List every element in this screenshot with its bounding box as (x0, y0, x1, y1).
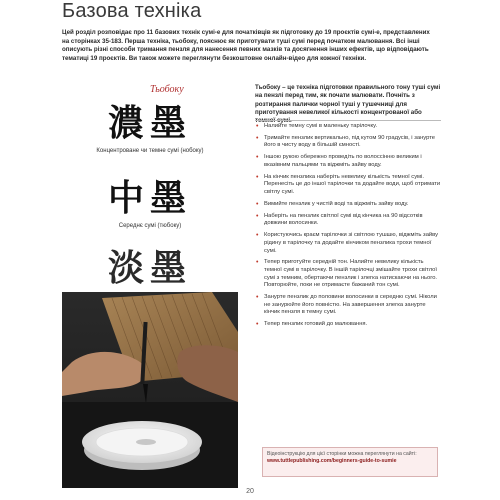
bullet-icon: • (256, 154, 259, 162)
page-number: 20 (246, 488, 254, 495)
list-item: • Тримайте пензлик вертикально, під кутом 90 градусів, і занурте його в чисту воду в більшій ємності. (256, 134, 436, 149)
intro-paragraph: Цей розділ розповідає про 11 базових технік сумі-е для початківців як підготовку до 19 проєктів сумі-е, представлених на сторінках 35-183. Перша техніка, тьобоку, пояснює як приготувати туші сумі перед початком малювання. Всі інші описують різні способи тримання пензля для нанесення певних мазків та досягнення інших ефектів, що відповідають тематиці 19 проєктів. Ви також можете переглянути безкоштовне онлайн-відео для кожної техніки. (62, 29, 430, 62)
video-info-text: Відеоінструкцію для цієї сторінки можна переглянути на сайті: (267, 451, 417, 457)
kanji-dark-ink: 濃墨 (107, 102, 192, 144)
section-title: Тьобоку (150, 84, 184, 95)
list-item: • На кінчик пензлика наберіть невелику кількість темної сумі. Перенесіть це до іншої тарілочки та додайте води, щоб отримати світлу сумі. (256, 173, 441, 196)
video-info-box (262, 447, 438, 477)
bullet-icon: • (256, 200, 259, 208)
caption-dark-ink: Концентроване чи темне сумі (нобоку) (96, 148, 204, 154)
video-link[interactable]: www.tuttlepublishing.com/beginners-guide-to-sumie (267, 457, 397, 464)
brush-photo (62, 292, 238, 488)
bullet-icon: • (256, 294, 259, 302)
divider (255, 120, 441, 121)
bullet-icon: • (256, 259, 259, 267)
caption-medium-ink: Середнє сумі (тюбоку) (118, 223, 182, 229)
bullet-icon: • (256, 232, 259, 240)
kanji-medium-ink: 中墨 (107, 177, 192, 219)
bullet-icon: • (256, 134, 259, 142)
kanji-block-dark (62, 95, 238, 154)
list-item: • Користуючись краєм тарілочки зі світлою тушшю, віджміть зайву рідину в тарілочку та додайте кінчиком пензлика трохи темної сумі. (256, 232, 439, 254)
kanji-block-medium (62, 170, 238, 229)
bullet-icon: • (256, 212, 259, 220)
bullet-icon: • (256, 173, 259, 181)
list-item: • Наберіть на пензлик світлої сумі від кінчика на 90 відсотків довжини волосинки. (256, 212, 423, 227)
list-item: • Тепер приготуйте середній тон. Налийте невелику кількість темної сумі в тарілочку. В іншій тарілочці змішайте трохи світлої сумі з темним, обертаючи пензлик і злегка натискаючи на нього. Повторюйте, поки не отримаєте бажаний тон сумі. (256, 259, 438, 289)
bullet-icon: • (256, 321, 259, 329)
bullet-icon: • (256, 123, 259, 130)
kanji-light-ink: 淡墨 (107, 247, 192, 289)
list-item: • Іншою рукою обережно проведіть по волоссінню великим і вказівним пальцями та віджміть зайву воду. (256, 154, 422, 168)
list-item: • Тепер пензлик готовий до малювання. (256, 321, 368, 329)
technique-description: Тьобоку – це техніка підготовки правильного тону туші сумі на пензлі перед тим, як почати малювати. Почніть з розтирання палички чорної туші у тушечниці для приготування невеликої кількості концентрованої або темної сумі. (255, 84, 441, 125)
list-item: • Занурте пензлик до половини волосинки в середню сумі. Ніколи не занурюйте його повністю. На завершення злегка занурте кінчик пензля в темну сумі. (256, 294, 437, 316)
kanji-block-light (62, 240, 238, 299)
page-title: Базова техніка (62, 0, 202, 22)
list-item: • Налийте темну сумі в маленьку тарілочку. (256, 123, 378, 130)
brush-photo-illustration (62, 292, 238, 488)
list-item: • Вимийте пензлик у чистій воді та віджміть зайву воду. (256, 200, 409, 208)
steps-list (255, 123, 441, 333)
